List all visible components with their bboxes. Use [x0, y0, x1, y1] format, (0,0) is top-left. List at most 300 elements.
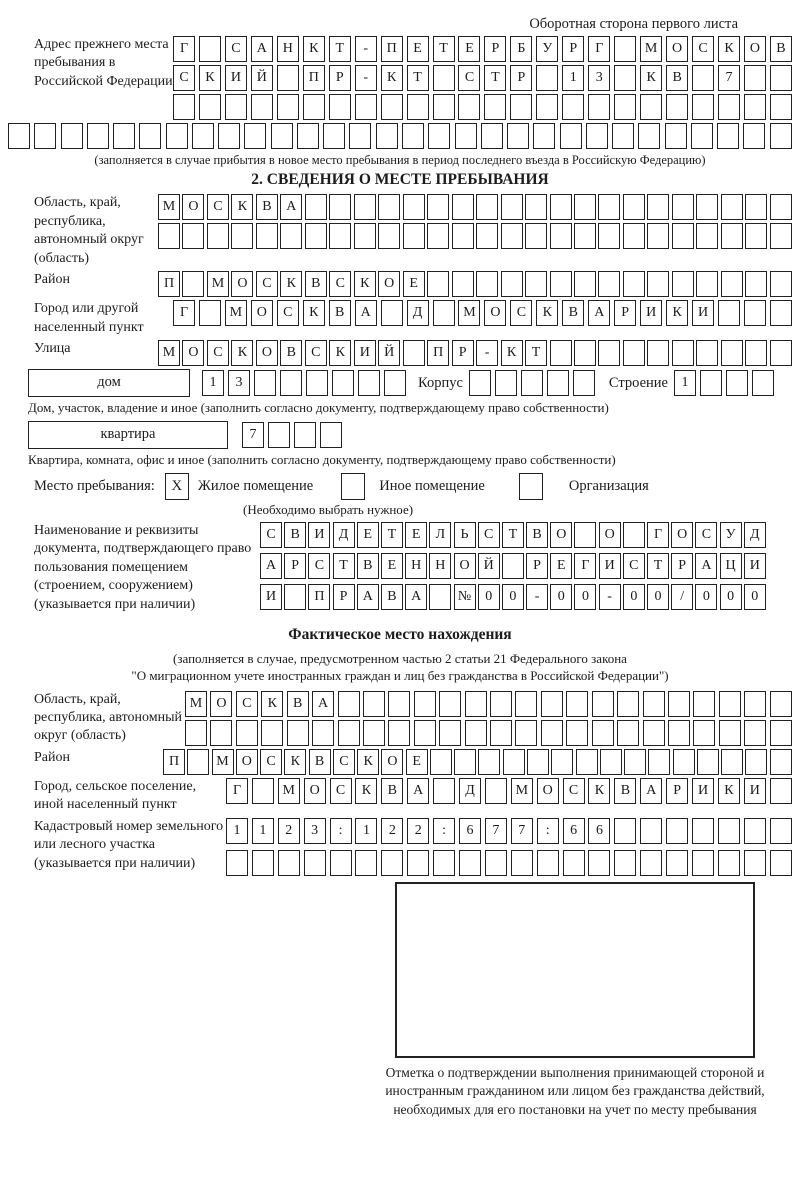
char-box[interactable]: Р	[614, 300, 636, 326]
char-box[interactable]: Р	[526, 553, 548, 579]
char-box[interactable]	[719, 720, 741, 746]
char-box[interactable]: 1	[252, 818, 274, 844]
char-box[interactable]	[588, 94, 610, 120]
char-box[interactable]: В	[284, 522, 306, 548]
char-box[interactable]	[384, 370, 406, 396]
char-box[interactable]	[588, 850, 610, 876]
char-box[interactable]: 7	[242, 422, 264, 448]
char-box[interactable]: Ц	[720, 553, 742, 579]
char-box[interactable]	[721, 749, 743, 775]
char-box[interactable]: Е	[357, 522, 379, 548]
char-box[interactable]: Й	[251, 65, 273, 91]
char-box[interactable]: М	[458, 300, 480, 326]
char-box[interactable]	[515, 720, 537, 746]
char-box[interactable]: 6	[563, 818, 585, 844]
char-box[interactable]: А	[405, 584, 427, 610]
char-box[interactable]	[770, 271, 792, 297]
char-box[interactable]: В	[770, 36, 792, 62]
char-box[interactable]	[484, 94, 506, 120]
char-box[interactable]	[521, 370, 543, 396]
char-box[interactable]: О	[550, 522, 572, 548]
char-box[interactable]	[501, 271, 523, 297]
char-box[interactable]	[476, 194, 498, 220]
char-box[interactable]: В	[287, 691, 309, 717]
char-box[interactable]	[692, 818, 714, 844]
char-box[interactable]	[378, 223, 400, 249]
char-box[interactable]	[692, 94, 714, 120]
char-box[interactable]: 1	[562, 65, 584, 91]
char-box[interactable]	[623, 194, 645, 220]
char-box[interactable]	[199, 94, 221, 120]
char-box[interactable]	[192, 123, 214, 149]
char-box[interactable]: А	[588, 300, 610, 326]
char-box[interactable]	[304, 850, 326, 876]
char-box[interactable]	[355, 850, 377, 876]
char-box[interactable]	[726, 370, 748, 396]
char-box[interactable]	[745, 749, 767, 775]
char-box[interactable]: К	[666, 300, 688, 326]
char-box[interactable]	[666, 850, 688, 876]
char-box[interactable]	[218, 123, 240, 149]
char-box[interactable]: 2	[407, 818, 429, 844]
char-box[interactable]	[744, 691, 766, 717]
char-box[interactable]: 0	[647, 584, 669, 610]
char-box[interactable]: В	[526, 522, 548, 548]
char-box[interactable]: О	[304, 778, 326, 804]
char-box[interactable]: В	[614, 778, 636, 804]
char-box[interactable]: Т	[484, 65, 506, 91]
char-box[interactable]	[718, 850, 740, 876]
char-box[interactable]	[770, 65, 792, 91]
char-box[interactable]	[536, 94, 558, 120]
char-box[interactable]	[381, 94, 403, 120]
char-box[interactable]: Е	[458, 36, 480, 62]
char-box[interactable]: 0	[623, 584, 645, 610]
char-box[interactable]	[598, 223, 620, 249]
char-box[interactable]: С	[510, 300, 532, 326]
char-box[interactable]	[452, 223, 474, 249]
char-box[interactable]: К	[357, 749, 379, 775]
char-box[interactable]	[770, 818, 792, 844]
char-box[interactable]: С	[277, 300, 299, 326]
char-box[interactable]: С	[260, 522, 282, 548]
char-box[interactable]: А	[357, 584, 379, 610]
char-box[interactable]: М	[640, 36, 662, 62]
char-box[interactable]	[113, 123, 135, 149]
char-box[interactable]: А	[280, 194, 302, 220]
char-box[interactable]	[252, 778, 274, 804]
char-box[interactable]	[305, 223, 327, 249]
char-box[interactable]: 1	[674, 370, 696, 396]
char-box[interactable]: 2	[381, 818, 403, 844]
char-box[interactable]: Е	[407, 36, 429, 62]
char-box[interactable]: С	[225, 36, 247, 62]
char-box[interactable]	[511, 850, 533, 876]
char-box[interactable]: П	[308, 584, 330, 610]
char-box[interactable]	[338, 691, 360, 717]
char-box[interactable]: Й	[478, 553, 500, 579]
char-box[interactable]: Р	[452, 340, 474, 366]
char-box[interactable]	[643, 691, 665, 717]
char-box[interactable]: Р	[284, 553, 306, 579]
char-box[interactable]	[672, 223, 694, 249]
char-box[interactable]: №	[454, 584, 476, 610]
char-box[interactable]	[354, 194, 376, 220]
char-box[interactable]	[252, 850, 274, 876]
char-box[interactable]	[672, 340, 694, 366]
char-box[interactable]: -	[476, 340, 498, 366]
char-box[interactable]	[721, 271, 743, 297]
char-box[interactable]: Е	[381, 553, 403, 579]
char-box[interactable]	[465, 691, 487, 717]
checkbox-organization[interactable]	[519, 473, 543, 500]
char-box[interactable]	[476, 271, 498, 297]
char-box[interactable]	[547, 370, 569, 396]
char-box[interactable]: О	[251, 300, 273, 326]
char-box[interactable]: Д	[459, 778, 481, 804]
char-box[interactable]: С	[260, 749, 282, 775]
char-box[interactable]: О	[381, 749, 403, 775]
char-box[interactable]	[338, 720, 360, 746]
char-box[interactable]	[598, 194, 620, 220]
char-box[interactable]	[433, 94, 455, 120]
char-box[interactable]: Д	[407, 300, 429, 326]
char-box[interactable]	[550, 194, 572, 220]
char-box[interactable]	[574, 271, 596, 297]
char-box[interactable]: К	[199, 65, 221, 91]
char-box[interactable]: -	[599, 584, 621, 610]
char-box[interactable]	[574, 194, 596, 220]
char-box[interactable]	[207, 223, 229, 249]
char-box[interactable]: О	[454, 553, 476, 579]
char-box[interactable]	[551, 749, 573, 775]
char-box[interactable]	[770, 123, 792, 149]
char-box[interactable]	[743, 123, 765, 149]
char-box[interactable]	[640, 818, 662, 844]
char-box[interactable]: 3	[228, 370, 250, 396]
char-box[interactable]: В	[305, 271, 327, 297]
checkbox-residential[interactable]: X	[165, 473, 189, 500]
char-box[interactable]: С	[695, 522, 717, 548]
char-box[interactable]	[647, 340, 669, 366]
char-box[interactable]	[495, 370, 517, 396]
char-box[interactable]: М	[278, 778, 300, 804]
char-box[interactable]	[429, 584, 451, 610]
char-box[interactable]: О	[378, 271, 400, 297]
char-box[interactable]	[261, 720, 283, 746]
char-box[interactable]	[525, 271, 547, 297]
char-box[interactable]	[427, 271, 449, 297]
char-box[interactable]: В	[280, 340, 302, 366]
char-box[interactable]: С	[329, 271, 351, 297]
char-box[interactable]	[182, 223, 204, 249]
char-box[interactable]	[515, 691, 537, 717]
char-box[interactable]	[388, 691, 410, 717]
char-box[interactable]: -	[355, 36, 377, 62]
char-box[interactable]: Т	[525, 340, 547, 366]
char-box[interactable]: С	[236, 691, 258, 717]
char-box[interactable]	[407, 850, 429, 876]
char-box[interactable]	[199, 300, 221, 326]
char-box[interactable]: К	[303, 300, 325, 326]
char-box[interactable]: :	[330, 818, 352, 844]
char-box[interactable]	[623, 223, 645, 249]
char-box[interactable]	[454, 749, 476, 775]
char-box[interactable]: Т	[381, 522, 403, 548]
char-box[interactable]	[614, 36, 636, 62]
char-box[interactable]: 1	[226, 818, 248, 844]
char-box[interactable]: -	[355, 65, 377, 91]
char-box[interactable]	[329, 194, 351, 220]
char-box[interactable]	[388, 720, 410, 746]
char-box[interactable]	[563, 850, 585, 876]
char-box[interactable]: Т	[502, 522, 524, 548]
char-box[interactable]	[623, 340, 645, 366]
char-box[interactable]	[744, 94, 766, 120]
char-box[interactable]: В	[381, 584, 403, 610]
char-box[interactable]: Е	[406, 749, 428, 775]
char-box[interactable]	[427, 223, 449, 249]
char-box[interactable]: К	[588, 778, 610, 804]
char-box[interactable]	[355, 94, 377, 120]
char-box[interactable]: П	[427, 340, 449, 366]
char-box[interactable]: Т	[647, 553, 669, 579]
char-box[interactable]	[363, 720, 385, 746]
char-box[interactable]: 7	[511, 818, 533, 844]
char-box[interactable]	[717, 123, 739, 149]
char-box[interactable]: С	[563, 778, 585, 804]
char-box[interactable]	[665, 123, 687, 149]
char-box[interactable]: А	[260, 553, 282, 579]
char-box[interactable]	[562, 94, 584, 120]
char-box[interactable]	[600, 749, 622, 775]
char-box[interactable]	[294, 422, 316, 448]
char-box[interactable]	[507, 123, 529, 149]
char-box[interactable]: 6	[588, 818, 610, 844]
char-box[interactable]	[550, 340, 572, 366]
char-box[interactable]	[287, 720, 309, 746]
char-box[interactable]: С	[333, 749, 355, 775]
char-box[interactable]	[744, 818, 766, 844]
char-box[interactable]	[744, 300, 766, 326]
char-box[interactable]: У	[536, 36, 558, 62]
char-box[interactable]	[87, 123, 109, 149]
char-box[interactable]: П	[158, 271, 180, 297]
char-box[interactable]: М	[185, 691, 207, 717]
char-box[interactable]: 0	[744, 584, 766, 610]
char-box[interactable]	[647, 271, 669, 297]
char-box[interactable]: К	[501, 340, 523, 366]
char-box[interactable]: С	[623, 553, 645, 579]
char-box[interactable]: И	[260, 584, 282, 610]
char-box[interactable]: Н	[429, 553, 451, 579]
char-box[interactable]	[668, 720, 690, 746]
char-box[interactable]	[427, 194, 449, 220]
char-box[interactable]	[718, 818, 740, 844]
char-box[interactable]: К	[381, 65, 403, 91]
char-box[interactable]: Т	[333, 553, 355, 579]
char-box[interactable]: К	[303, 36, 325, 62]
char-box[interactable]: В	[256, 194, 278, 220]
char-box[interactable]: 1	[355, 818, 377, 844]
char-box[interactable]: И	[354, 340, 376, 366]
char-box[interactable]	[672, 194, 694, 220]
char-box[interactable]: Р	[666, 778, 688, 804]
char-box[interactable]	[185, 720, 207, 746]
char-box[interactable]: В	[329, 300, 351, 326]
char-box[interactable]: Й	[378, 340, 400, 366]
char-box[interactable]	[452, 271, 474, 297]
char-box[interactable]: В	[381, 778, 403, 804]
char-box[interactable]	[455, 123, 477, 149]
char-box[interactable]	[199, 36, 221, 62]
char-box[interactable]: Р	[510, 65, 532, 91]
char-box[interactable]	[465, 720, 487, 746]
char-box[interactable]	[623, 522, 645, 548]
char-box[interactable]	[623, 271, 645, 297]
char-box[interactable]	[469, 370, 491, 396]
char-box[interactable]	[354, 223, 376, 249]
char-box[interactable]	[430, 749, 452, 775]
char-box[interactable]	[770, 720, 792, 746]
char-box[interactable]	[277, 94, 299, 120]
char-box[interactable]: М	[158, 340, 180, 366]
char-box[interactable]	[770, 850, 792, 876]
char-box[interactable]: К	[354, 271, 376, 297]
char-box[interactable]: Б	[510, 36, 532, 62]
char-box[interactable]	[770, 94, 792, 120]
char-box[interactable]: 7	[485, 818, 507, 844]
char-box[interactable]: Н	[405, 553, 427, 579]
char-box[interactable]: :	[433, 818, 455, 844]
char-box[interactable]	[256, 223, 278, 249]
char-box[interactable]: С	[207, 194, 229, 220]
char-box[interactable]	[598, 271, 620, 297]
char-box[interactable]	[624, 749, 646, 775]
char-box[interactable]: А	[312, 691, 334, 717]
char-box[interactable]	[668, 691, 690, 717]
char-box[interactable]	[166, 123, 188, 149]
char-box[interactable]	[614, 818, 636, 844]
char-box[interactable]	[363, 691, 385, 717]
char-box[interactable]: М	[158, 194, 180, 220]
char-box[interactable]	[718, 300, 740, 326]
char-box[interactable]: Р	[333, 584, 355, 610]
char-box[interactable]	[696, 194, 718, 220]
char-box[interactable]	[770, 300, 792, 326]
char-box[interactable]: С	[256, 271, 278, 297]
char-box[interactable]: 0	[574, 584, 596, 610]
char-box[interactable]	[332, 370, 354, 396]
char-box[interactable]	[378, 194, 400, 220]
char-box[interactable]	[576, 749, 598, 775]
char-box[interactable]	[297, 123, 319, 149]
char-box[interactable]	[718, 94, 740, 120]
char-box[interactable]	[210, 720, 232, 746]
char-box[interactable]: 6	[459, 818, 481, 844]
char-box[interactable]	[502, 553, 524, 579]
char-box[interactable]	[244, 123, 266, 149]
char-box[interactable]	[251, 94, 273, 120]
char-box[interactable]	[476, 223, 498, 249]
char-box[interactable]	[173, 94, 195, 120]
char-box[interactable]	[550, 271, 572, 297]
char-box[interactable]: 1	[202, 370, 224, 396]
char-box[interactable]: А	[640, 778, 662, 804]
char-box[interactable]: С	[308, 553, 330, 579]
char-box[interactable]: К	[280, 271, 302, 297]
char-box[interactable]	[770, 223, 792, 249]
char-box[interactable]: :	[537, 818, 559, 844]
char-box[interactable]	[280, 223, 302, 249]
char-box[interactable]	[638, 123, 660, 149]
char-box[interactable]: М	[225, 300, 247, 326]
char-box[interactable]	[640, 94, 662, 120]
char-box[interactable]	[574, 522, 596, 548]
char-box[interactable]	[574, 223, 596, 249]
char-box[interactable]: П	[303, 65, 325, 91]
char-box[interactable]	[284, 584, 306, 610]
char-box[interactable]: Н	[277, 36, 299, 62]
char-box[interactable]: И	[692, 300, 714, 326]
char-box[interactable]: К	[284, 749, 306, 775]
char-box[interactable]	[280, 370, 302, 396]
char-box[interactable]	[226, 850, 248, 876]
char-box[interactable]	[330, 850, 352, 876]
char-box[interactable]: О	[744, 36, 766, 62]
char-box[interactable]: С	[478, 522, 500, 548]
char-box[interactable]	[490, 720, 512, 746]
char-box[interactable]	[770, 340, 792, 366]
char-box[interactable]	[187, 749, 209, 775]
char-box[interactable]: В	[562, 300, 584, 326]
char-box[interactable]: 3	[304, 818, 326, 844]
char-box[interactable]	[598, 340, 620, 366]
char-box[interactable]	[303, 94, 325, 120]
char-box[interactable]	[770, 194, 792, 220]
char-box[interactable]	[770, 691, 792, 717]
char-box[interactable]	[231, 223, 253, 249]
char-box[interactable]	[278, 850, 300, 876]
char-box[interactable]	[428, 123, 450, 149]
char-box[interactable]	[525, 194, 547, 220]
char-box[interactable]	[744, 65, 766, 91]
char-box[interactable]	[752, 370, 774, 396]
char-box[interactable]: Е	[405, 522, 427, 548]
char-box[interactable]	[452, 194, 474, 220]
char-box[interactable]	[691, 123, 713, 149]
char-box[interactable]: С	[305, 340, 327, 366]
char-box[interactable]	[586, 123, 608, 149]
char-box[interactable]	[478, 749, 500, 775]
char-box[interactable]	[459, 850, 481, 876]
char-box[interactable]	[592, 720, 614, 746]
char-box[interactable]: О	[671, 522, 693, 548]
char-box[interactable]	[617, 691, 639, 717]
char-box[interactable]	[640, 850, 662, 876]
char-box[interactable]: В	[309, 749, 331, 775]
char-box[interactable]: В	[357, 553, 379, 579]
char-box[interactable]	[236, 720, 258, 746]
char-box[interactable]	[560, 123, 582, 149]
char-box[interactable]	[433, 65, 455, 91]
char-box[interactable]	[744, 850, 766, 876]
char-box[interactable]	[407, 94, 429, 120]
char-box[interactable]: К	[536, 300, 558, 326]
char-box[interactable]	[277, 65, 299, 91]
char-box[interactable]: М	[207, 271, 229, 297]
char-box[interactable]	[305, 194, 327, 220]
